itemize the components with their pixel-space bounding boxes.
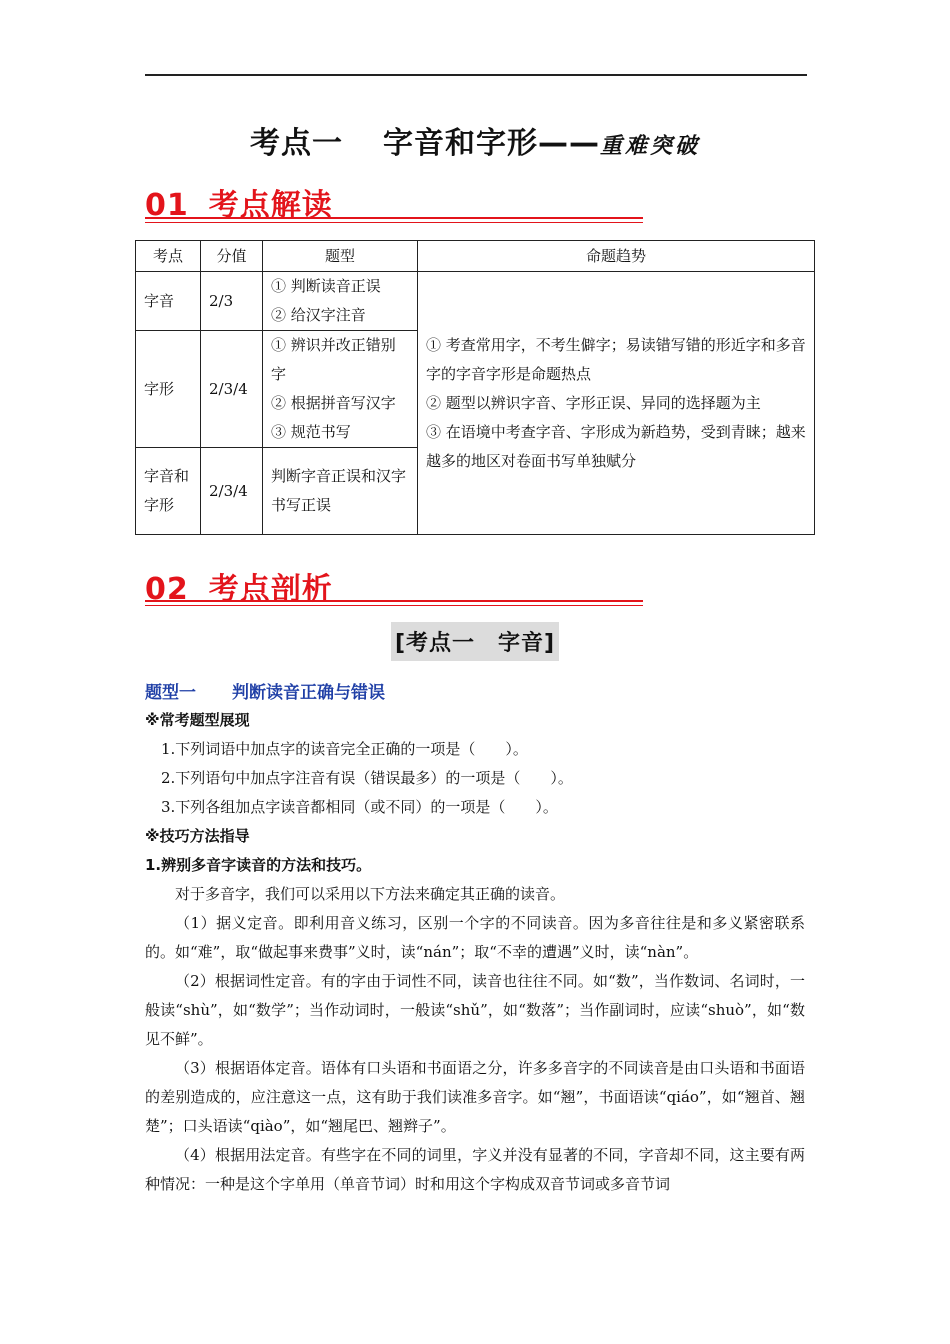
type-item: ① 判断读音正误 [271, 277, 381, 295]
title-topic: 字音和字形—— [382, 126, 600, 161]
page-title [0, 118, 950, 162]
question-item: 1.下列词语中加点字的读音完全正确的一项是（ ）。 [161, 740, 528, 758]
common-questions-label: ※常考题型展现 [145, 711, 250, 729]
type-item: ② 根据拼音写汉字 [271, 394, 396, 412]
question-type-title: 判断读音正确与错误 [232, 683, 385, 703]
method-paragraph: （2）根据词性定音。有的字由于词性不同，读音也往往不同。如“数”，当作数词、名词时，一般读“shù”，如“数学”；当作动词时，一般读“shǔ”，如“数落”；当作副词时，应读“shuò”，如“数见不鲜”。 [145, 972, 805, 1048]
section-title: 考点解读 [208, 188, 333, 223]
table-cell-score: 2/3/4 [201, 331, 263, 448]
subsection-label: [考点一 字音] [391, 622, 559, 661]
table-cell-point: 字形 [136, 331, 201, 448]
type-item: ① 辨识并改正错别字 [271, 336, 396, 383]
table-cell-types [263, 272, 418, 331]
table-header: 命题趋势 [418, 241, 815, 272]
intro-paragraph: 对于多音字，我们可以采用以下方法来确定其正确的读音。 [175, 885, 566, 903]
trend-item: ② 题型以辨识字音、字形正误、异同的选择题为主 [426, 393, 761, 412]
method-paragraph: （4）根据用法定音。有些字在不同的词里，字义并没有显著的不同，字音却不同，这主要有两种情况：一种是这个字单用（单音节词）时和用这个字构成双音节词或多音节词 [145, 1146, 805, 1193]
section-underline [145, 217, 643, 219]
type-item: ③ 规范书写 [271, 423, 351, 441]
method-title: 1.辨别多音字读音的方法和技巧。 [145, 856, 372, 874]
section-number: 02 [145, 572, 189, 607]
table-row [136, 272, 815, 331]
table-header-row [136, 241, 815, 272]
table-header: 题型 [263, 241, 418, 272]
question-type-heading [145, 678, 385, 703]
section-underline-thin [145, 605, 643, 606]
table-cell-point: 字音和字形 [136, 448, 201, 535]
table-cell-trend [418, 272, 815, 535]
table-header: 考点 [136, 241, 201, 272]
table-cell-types [263, 331, 418, 448]
type-item: ② 给汉字注音 [271, 306, 366, 324]
trend-item: ① 考查常用字，不考生僻字；易读错写错的形近字和多音字的字音字形是命题热点 [426, 335, 806, 383]
question-type-label: 题型一 [145, 683, 196, 703]
section-underline [145, 600, 643, 602]
section-number: 01 [145, 188, 189, 223]
table-cell-score: 2/3/4 [201, 448, 263, 535]
table-cell-point: 字音 [136, 272, 201, 331]
type-item: 判断字音正误和汉字书写正误 [271, 467, 407, 514]
question-item: 3.下列各组加点字读音都相同（或不同）的一项是（ ）。 [161, 798, 558, 816]
top-rule [145, 74, 807, 76]
table-header: 分值 [201, 241, 263, 272]
method-paragraph: （1）据义定音。即利用音义练习，区别一个字的不同读音。因为多音往往是和多义紧密联系的。如“难”，取“做起事来费事”义时，读“nán”；取“不幸的遭遇”义时，读“nàn”。 [145, 914, 805, 961]
title-sub: 重难突破 [599, 133, 700, 159]
tips-label: ※技巧方法指导 [145, 827, 250, 845]
trend-item: ③ 在语境中考查字音、字形成为新趋势，受到青睐；越来越多的地区对卷面书写单独赋分 [426, 422, 806, 470]
subsection-heading [0, 622, 950, 661]
question-item: 2.下列语句中加点字注音有误（错误最多）的一项是（ ）。 [161, 769, 573, 787]
section-title: 考点剖析 [208, 572, 333, 607]
table-cell-score: 2/3 [201, 272, 263, 331]
method-paragraph: （3）根据语体定音。语体有口头语和书面语之分，许多多音字的不同读音是由口头语和书面语的差别造成的，应注意这一点，这有助于我们读准多音字。如“翘”，书面语读“qiáo”，如“翘首、翘楚”；口头语读“qiào”，如“翘尾巴、翘辫子”。 [145, 1059, 805, 1135]
section-underline-thin [145, 222, 643, 223]
table-cell-types [263, 448, 418, 535]
title-main: 考点一 [249, 126, 343, 161]
content-body [145, 706, 805, 1199]
exam-point-table [135, 240, 815, 535]
